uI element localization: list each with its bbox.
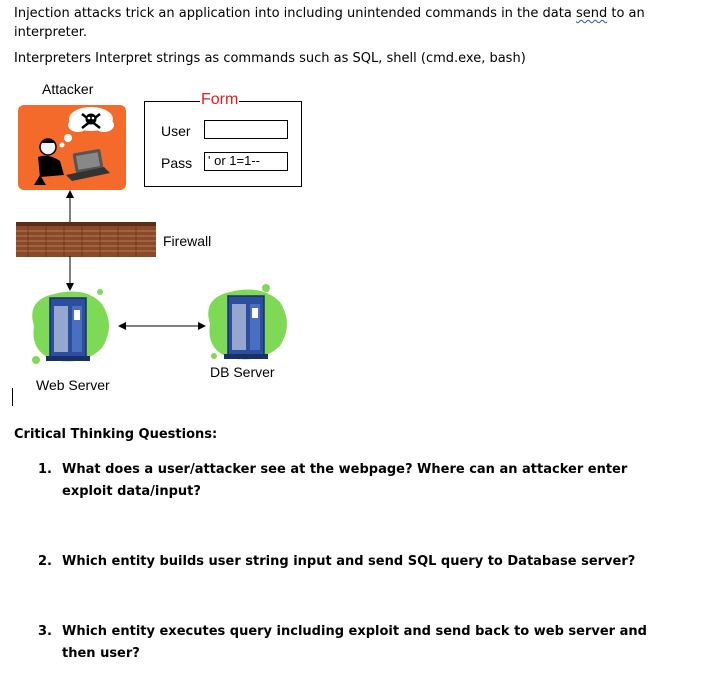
db-server-image <box>196 282 296 364</box>
web-server-image <box>24 286 112 366</box>
pass-label: Pass <box>161 155 193 171</box>
question-number: 3. <box>38 624 52 639</box>
question-number: 2. <box>38 554 52 569</box>
user-label: User <box>161 123 191 139</box>
server-link-arrow <box>118 320 206 332</box>
question-1 <box>38 459 678 505</box>
question-2 <box>38 551 678 575</box>
question-text: Which entity executes query including exploit and send back to web server and then user? <box>62 624 647 661</box>
web-server-label: Web Server <box>36 377 110 393</box>
db-server-label: DB Server <box>210 364 275 380</box>
question-text: What does a user/attacker see at the webpage? Where can an attacker enter exploit data/input? <box>62 462 628 499</box>
attacker-image <box>18 105 126 190</box>
question-text: Which entity builds user string input and send SQL query to Database server? <box>62 554 636 569</box>
intro-text-part2: to an interpreter. <box>14 6 645 40</box>
intro-paragraph <box>14 4 674 42</box>
question-number: 1. <box>38 462 52 477</box>
form-title: Form <box>201 91 239 108</box>
pass-input[interactable]: ' or 1=1-- <box>204 152 288 171</box>
text-cursor <box>12 388 13 406</box>
attacker-label: Attacker <box>42 81 94 97</box>
login-form <box>144 101 302 187</box>
question-3 <box>38 621 678 667</box>
firewall-label: Firewall <box>163 233 212 249</box>
user-input[interactable] <box>204 120 288 139</box>
interpreters-paragraph: Interpreters Interpret strings as commands such as SQL, shell (cmd.exe, bash) <box>14 51 526 66</box>
firewall-image <box>16 222 156 257</box>
intro-text-part1: Injection attacks trick an application into including unintended commands in the data <box>14 6 576 21</box>
questions-heading: Critical Thinking Questions: <box>14 427 218 442</box>
intro-spellcheck-word: send <box>575 6 608 21</box>
attacker-arrow <box>64 190 76 226</box>
